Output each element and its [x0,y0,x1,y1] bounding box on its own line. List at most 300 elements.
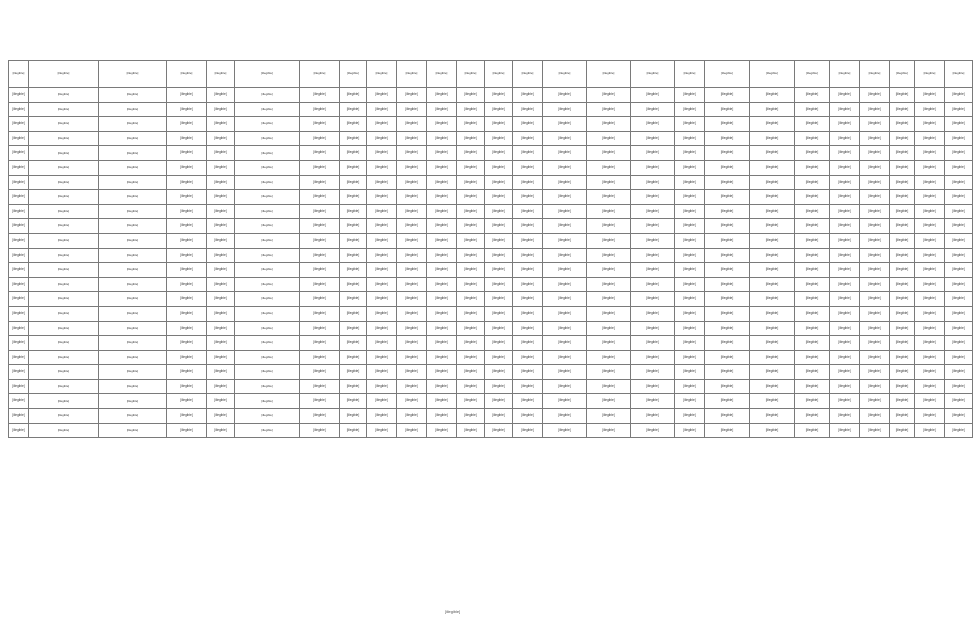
table-cell: [illegible] [915,190,945,205]
table-cell: [illegible] [915,146,945,161]
table-cell: [illegible] [9,263,29,278]
table-cell: [illegible] [945,350,973,365]
table-cell: [illegible] [457,350,485,365]
table-cell: [illegible] [750,204,795,219]
table-cell: [illegible] [9,379,29,394]
table-cell: [illegible] [587,175,631,190]
table-cell: [illegible] [207,117,235,132]
table-cell: [illegible] [340,160,367,175]
table-cell: [illegible] [860,365,890,380]
table-cell: [illegible] [890,394,915,409]
table-cell: [illegible] [543,336,587,351]
table-cell: [illegible] [631,379,675,394]
table-cell: [illegible] [9,336,29,351]
table-cell: [illegible] [367,102,397,117]
table-cell: [illegible] [397,204,427,219]
table-cell: [illegible] [340,350,367,365]
table-cell: [illegible] [207,365,235,380]
table-cell: [illegible] [340,292,367,307]
table-cell: [illegible] [860,409,890,424]
table-cell: [illegible] [9,219,29,234]
table-cell: [illegible] [587,365,631,380]
table-cell: [illegible] [890,117,915,132]
table-cell: [illegible] [860,131,890,146]
table-cell: [illegible] [705,102,750,117]
table-cell: [illegible] [427,379,457,394]
table-cell: [illegible] [830,248,860,263]
table-cell: [illegible] [235,88,300,103]
table-cell: [illegible] [485,190,513,205]
table-cell: [illegible] [890,321,915,336]
table-cell: [illegible] [915,102,945,117]
table-cell: [illegible] [235,336,300,351]
table-cell: [illegible] [543,102,587,117]
table-cell: [illegible] [945,292,973,307]
table-cell: [illegible] [29,160,99,175]
table-cell: [illegible] [485,160,513,175]
table-cell: [illegible] [367,233,397,248]
table-cell: [illegible] [915,131,945,146]
table-cell: [illegible] [705,88,750,103]
table-cell: [illegible] [99,379,167,394]
table-cell: [illegible] [300,160,340,175]
table-cell: [illegible] [945,146,973,161]
table-cell: [illegible] [207,277,235,292]
table-cell: [illegible] [340,409,367,424]
table-cell: [illegible] [427,204,457,219]
table-cell: [illegible] [860,292,890,307]
table-cell: [illegible] [367,131,397,146]
table-cell: [illegible] [367,292,397,307]
table-cell: [illegible] [750,409,795,424]
table-cell: [illegible] [99,190,167,205]
table-row [9,365,973,380]
table-row [9,175,973,190]
table-row [9,423,973,438]
table-cell: [illegible] [631,248,675,263]
table-cell: [illegible] [367,423,397,438]
table-cell: [illegible] [29,292,99,307]
table-cell: [illegible] [99,365,167,380]
table-cell: [illegible] [513,321,543,336]
table-cell: [illegible] [367,204,397,219]
table-cell: [illegible] [340,248,367,263]
table-cell: [illegible] [543,292,587,307]
table-cell: [illegible] [860,175,890,190]
table-cell: [illegible] [860,277,890,292]
table-cell: [illegible] [543,117,587,132]
table-cell: [illegible] [513,102,543,117]
table-cell: [illegible] [340,204,367,219]
table-cell: [illegible] [99,350,167,365]
table-cell: [illegible] [860,379,890,394]
table-cell: [illegible] [795,277,830,292]
table-cell: [illegible] [99,336,167,351]
table-cell: [illegible] [29,365,99,380]
table-cell: [illegible] [631,292,675,307]
table-cell: [illegible] [235,321,300,336]
table-cell: [illegible] [750,190,795,205]
table-cell: [illegible] [513,379,543,394]
table-cell: [illegible] [99,409,167,424]
table-cell: [illegible] [513,423,543,438]
table-cell: [illegible] [300,277,340,292]
table-cell: [illegible] [167,394,207,409]
table-cell: [illegible] [750,175,795,190]
table-cell: [illegible] [675,248,705,263]
table-cell: [illegible] [705,292,750,307]
table-cell: [illegible] [235,117,300,132]
table-cell: [illegible] [99,321,167,336]
table-cell: [illegible] [705,175,750,190]
table-cell: [illegible] [750,423,795,438]
table-cell: [illegible] [915,263,945,278]
table-cell: [illegible] [675,146,705,161]
table-cell: [illegible] [631,263,675,278]
table-cell: [illegible] [945,102,973,117]
table-cell: [illegible] [915,248,945,263]
table-cell: [illegible] [9,248,29,263]
table-cell: [illegible] [705,394,750,409]
table-cell: [illegible] [830,423,860,438]
table-cell: [illegible] [300,102,340,117]
table-cell: [illegible] [543,306,587,321]
table-cell: [illegible] [675,190,705,205]
table-cell: [illegible] [750,292,795,307]
table-cell: [illegible] [207,190,235,205]
table-cell: [illegible] [367,350,397,365]
table-cell: [illegible] [340,233,367,248]
table-cell: [illegible] [513,190,543,205]
table-cell: [illegible] [513,248,543,263]
table-cell: [illegible] [945,190,973,205]
table-cell: [illegible] [397,394,427,409]
table-cell: [illegible] [890,409,915,424]
table-cell: [illegible] [457,379,485,394]
table-cell: [illegible] [397,263,427,278]
table-cell: [illegible] [890,233,915,248]
table-cell: [illegible] [9,233,29,248]
table-cell: [illegible] [915,233,945,248]
table-cell: [illegible] [830,233,860,248]
table-cell: [illegible] [890,379,915,394]
table-cell: [illegible] [915,175,945,190]
table-cell: [illegible] [915,204,945,219]
table-row [9,117,973,132]
table-cell: [illegible] [675,379,705,394]
table-cell: [illegible] [29,131,99,146]
table-cell: [illegible] [915,365,945,380]
table-cell: [illegible] [795,336,830,351]
table-cell: [illegible] [513,292,543,307]
table-cell: [illegible] [890,263,915,278]
table-row [9,102,973,117]
table-cell: [illegible] [543,175,587,190]
table-cell: [illegible] [167,321,207,336]
table-cell: [illegible] [397,365,427,380]
table-cell: [illegible] [427,88,457,103]
table-cell: [illegible] [631,233,675,248]
table-cell: [illegible] [890,248,915,263]
table-cell: [illegible] [945,321,973,336]
table-cell: [illegible] [457,102,485,117]
table-cell: [illegible] [587,88,631,103]
table-cell: [illegible] [427,292,457,307]
table-cell: [illegible] [485,146,513,161]
table-cell: [illegible] [543,160,587,175]
table-cell: [illegible] [705,379,750,394]
table-cell: [illegible] [235,306,300,321]
table-cell: [illegible] [945,117,973,132]
table-cell: [illegible] [427,409,457,424]
table-cell: [illegible] [457,321,485,336]
table-cell: [illegible] [457,146,485,161]
table-cell: [illegible] [631,102,675,117]
table-cell: [illegible] [860,102,890,117]
table-cell: [illegible] [485,306,513,321]
table-cell: [illegible] [397,175,427,190]
table-cell: [illegible] [543,321,587,336]
table-cell: [illegible] [235,175,300,190]
table-cell: [illegible] [830,350,860,365]
table-cell: [illegible] [367,277,397,292]
table-cell: [illegible] [300,117,340,132]
table-cell: [illegible] [631,423,675,438]
table-cell: [illegible] [29,350,99,365]
table-cell: [illegible] [367,306,397,321]
table-cell: [illegible] [427,219,457,234]
table-cell: [illegible] [915,292,945,307]
table-cell: [illegible] [485,248,513,263]
table-cell: [illegible] [631,117,675,132]
table-cell: [illegible] [340,277,367,292]
table-cell: [illegible] [587,146,631,161]
table-cell: [illegible] [945,277,973,292]
table-cell: [illegible] [675,117,705,132]
table-cell: [illegible] [705,160,750,175]
column-header: [illegible] [397,61,427,88]
table-row [9,190,973,205]
table-cell: [illegible] [397,190,427,205]
table-cell: [illegible] [705,306,750,321]
table-cell: [illegible] [915,306,945,321]
table-cell: [illegible] [9,409,29,424]
table-cell: [illegible] [397,117,427,132]
table-cell: [illegible] [457,423,485,438]
table-cell: [illegible] [340,131,367,146]
table-cell: [illegible] [860,146,890,161]
table-cell: [illegible] [397,321,427,336]
table-cell: [illegible] [795,219,830,234]
table-cell: [illegible] [300,394,340,409]
table-cell: [illegible] [705,409,750,424]
column-header: [illegible] [705,61,750,88]
table-cell: [illegible] [830,204,860,219]
table-cell: [illegible] [830,175,860,190]
table-cell: [illegible] [427,365,457,380]
column-header: [illegible] [587,61,631,88]
table-cell: [illegible] [207,336,235,351]
table-cell: [illegible] [300,321,340,336]
table-cell: [illegible] [207,204,235,219]
table-cell: [illegible] [543,277,587,292]
table-cell: [illegible] [207,379,235,394]
table-cell: [illegible] [300,379,340,394]
table-cell: [illegible] [99,88,167,103]
table-row [9,306,973,321]
table-cell: [illegible] [543,248,587,263]
table-cell: [illegible] [543,350,587,365]
table-cell: [illegible] [587,306,631,321]
column-header: [illegible] [830,61,860,88]
table-cell: [illegible] [367,336,397,351]
table-cell: [illegible] [915,379,945,394]
table-cell: [illegible] [890,88,915,103]
table-cell: [illegible] [167,365,207,380]
table-cell: [illegible] [485,350,513,365]
table-cell: [illegible] [513,88,543,103]
table-cell: [illegible] [9,160,29,175]
table-cell: [illegible] [795,175,830,190]
table-cell: [illegible] [513,365,543,380]
table-cell: [illegible] [457,117,485,132]
table-cell: [illegible] [29,219,99,234]
table-cell: [illegible] [340,117,367,132]
table-cell: [illegible] [167,88,207,103]
table-cell: [illegible] [207,423,235,438]
table-cell: [illegible] [99,219,167,234]
table-cell: [illegible] [890,102,915,117]
table-cell: [illegible] [543,219,587,234]
table-cell: [illegible] [543,423,587,438]
table-cell: [illegible] [207,102,235,117]
table-cell: [illegible] [860,233,890,248]
table-cell: [illegible] [235,233,300,248]
table-cell: [illegible] [675,219,705,234]
table-cell: [illegible] [830,365,860,380]
table-cell: [illegible] [890,365,915,380]
table-cell: [illegible] [945,175,973,190]
table-cell: [illegible] [543,88,587,103]
table-cell: [illegible] [890,190,915,205]
table-cell: [illegible] [397,409,427,424]
table-cell: [illegible] [795,263,830,278]
column-header: [illegible] [543,61,587,88]
table-cell: [illegible] [99,204,167,219]
table-cell: [illegible] [830,102,860,117]
table-cell: [illegible] [457,88,485,103]
table-cell: [illegible] [860,248,890,263]
table-row [9,204,973,219]
table-cell: [illegible] [830,146,860,161]
table-cell: [illegible] [457,248,485,263]
table-cell: [illegible] [795,146,830,161]
table-cell: [illegible] [587,394,631,409]
table-cell: [illegible] [750,146,795,161]
table-cell: [illegible] [167,409,207,424]
table-cell: [illegible] [367,365,397,380]
table-cell: [illegible] [705,336,750,351]
table-cell: [illegible] [300,146,340,161]
table-cell: [illegible] [300,336,340,351]
table-cell: [illegible] [631,219,675,234]
table-cell: [illegible] [675,263,705,278]
table-cell: [illegible] [485,321,513,336]
table-row [9,233,973,248]
table-cell: [illegible] [795,190,830,205]
table-cell: [illegible] [29,146,99,161]
table-cell: [illegible] [795,350,830,365]
table-cell: [illegible] [457,409,485,424]
table-row [9,350,973,365]
table-cell: [illegible] [99,146,167,161]
table-row [9,248,973,263]
table-cell: [illegible] [860,350,890,365]
table-cell: [illegible] [235,365,300,380]
table-cell: [illegible] [860,219,890,234]
table-cell: [illegible] [513,219,543,234]
table-cell: [illegible] [427,277,457,292]
table-cell: [illegible] [427,394,457,409]
table-cell: [illegible] [860,263,890,278]
table-cell: [illegible] [340,423,367,438]
column-header: [illegible] [29,61,99,88]
table-cell: [illegible] [9,117,29,132]
table-cell: [illegible] [675,365,705,380]
table-body [9,88,973,438]
table-cell: [illegible] [9,277,29,292]
table-cell: [illegible] [235,292,300,307]
table-cell: [illegible] [427,175,457,190]
table-cell: [illegible] [631,131,675,146]
table-cell: [illegible] [705,350,750,365]
table-cell: [illegible] [457,131,485,146]
table-cell: [illegible] [915,336,945,351]
table-cell: [illegible] [367,146,397,161]
table-cell: [illegible] [367,248,397,263]
table-cell: [illegible] [29,204,99,219]
table-cell: [illegible] [397,160,427,175]
table-cell: [illegible] [675,423,705,438]
table-cell: [illegible] [587,336,631,351]
table-row [9,131,973,146]
table-header [9,61,973,88]
table-row [9,88,973,103]
table-cell: [illegible] [9,321,29,336]
table-cell: [illegible] [427,350,457,365]
table-cell: [illegible] [300,365,340,380]
table-cell: [illegible] [167,277,207,292]
table-cell: [illegible] [457,175,485,190]
table-cell: [illegible] [513,204,543,219]
table-cell: [illegible] [167,204,207,219]
table-cell: [illegible] [397,277,427,292]
table-cell: [illegible] [427,306,457,321]
table-cell: [illegible] [675,336,705,351]
table-cell: [illegible] [29,248,99,263]
table-cell: [illegible] [99,306,167,321]
table-cell: [illegible] [795,248,830,263]
table-cell: [illegible] [340,146,367,161]
table-cell: [illegible] [167,350,207,365]
table-cell: [illegible] [167,292,207,307]
table-cell: [illegible] [587,117,631,132]
table-cell: [illegible] [457,160,485,175]
table-cell: [illegible] [890,292,915,307]
table-cell: [illegible] [750,248,795,263]
table-cell: [illegible] [300,175,340,190]
table-cell: [illegible] [427,160,457,175]
